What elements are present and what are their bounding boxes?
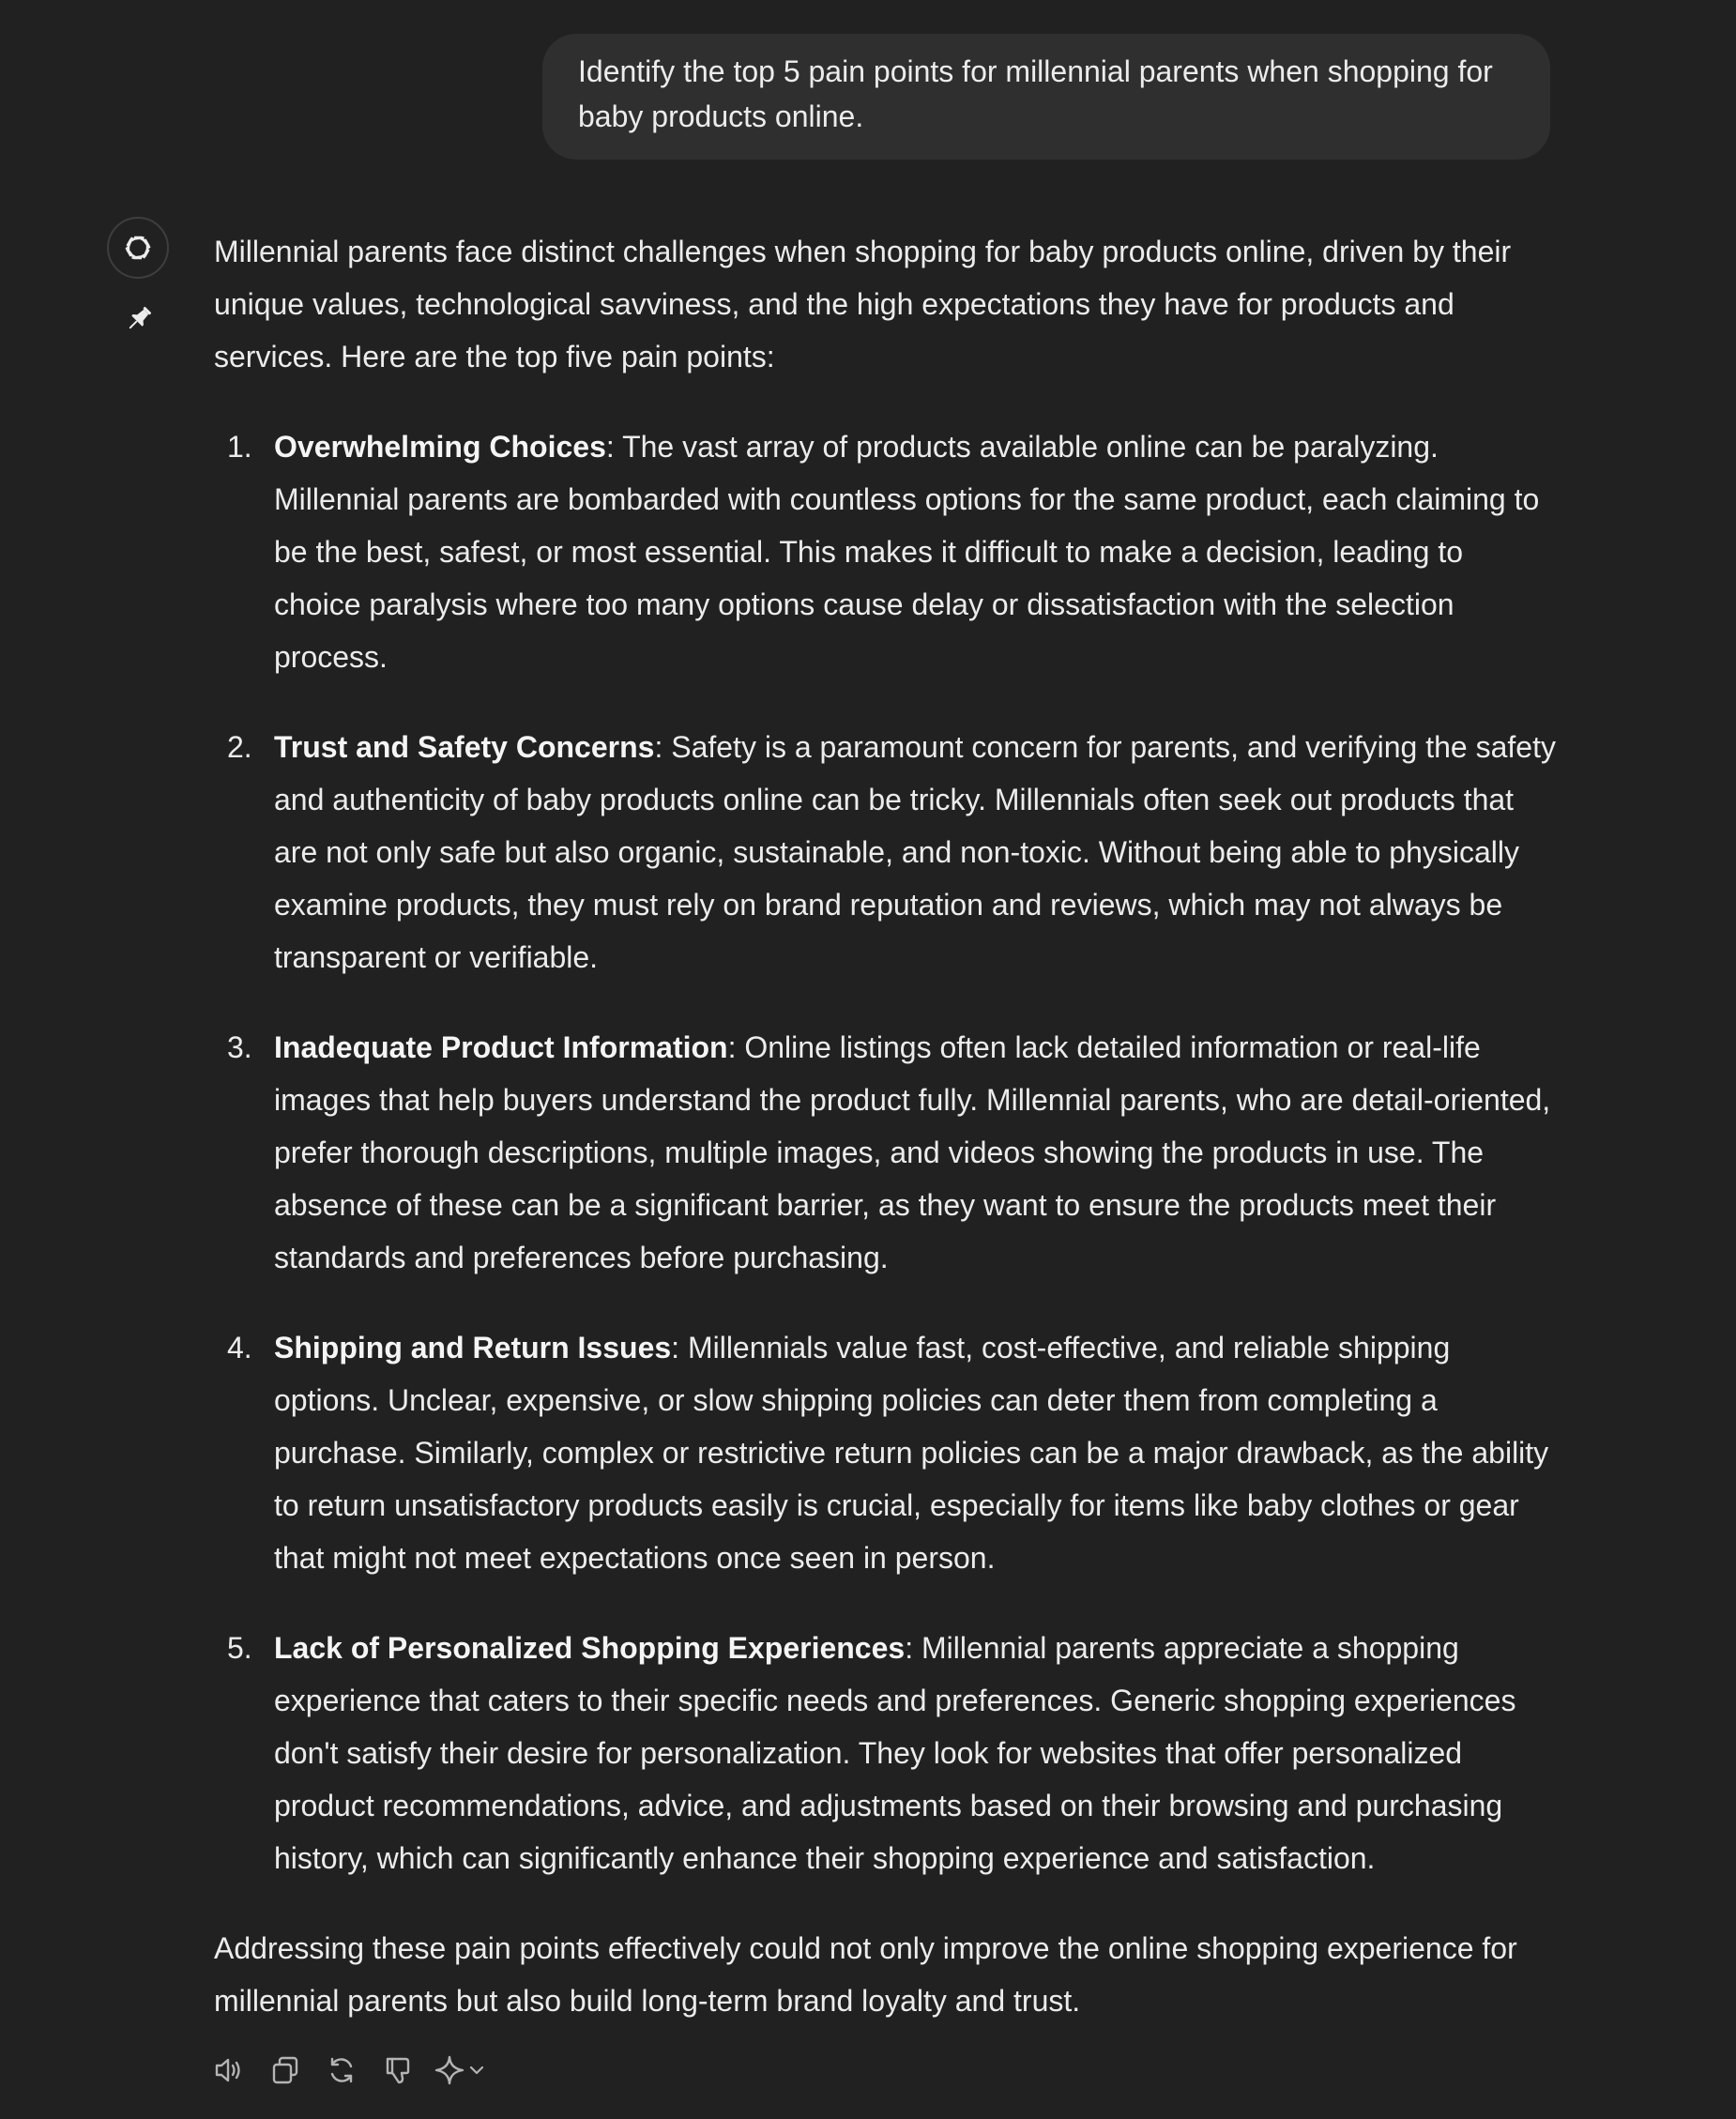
point-separator: : (727, 1030, 737, 1064)
list-item (214, 1021, 1556, 1284)
point-title: Trust and Safety Concerns (274, 730, 655, 764)
list-item (214, 1321, 1556, 1584)
point-body: Safety is a paramount concern for parents, and verifying the safety and authenticity of baby products online can be tricky. Millennials often seek out products that are not only safe but also organic, sustainable, and non-toxic. Without being able to physically examine products, they must rely on brand reputation and reviews, which may not always be transparent or verifiable. (274, 730, 1556, 974)
list-number: 3. (227, 1030, 252, 1064)
thumbs-down-icon (381, 2053, 415, 2087)
regenerate-icon (325, 2053, 358, 2087)
point-title: Lack of Personalized Shopping Experiences (274, 1631, 906, 1665)
point-title: Shipping and Return Issues (274, 1331, 672, 1364)
sparkle-icon (434, 2054, 465, 2086)
copy-button[interactable] (265, 2050, 306, 2091)
assistant-avatar (107, 217, 169, 279)
point-separator: : (605, 430, 615, 464)
list-number: 2. (227, 730, 252, 764)
read-aloud-button[interactable] (208, 2050, 250, 2091)
bad-response-button[interactable] (377, 2050, 419, 2091)
point-body: Online listings often lack detailed information or real-life images that help buyers understand the product fully. Millennial parents, who are detail-oriented, prefer thorough descriptions, multiple images, and videos showing the products in use. The absence of these can be a significant barrier, as they want to ensure the products meet their standards and preferences before purchasing. (274, 1030, 1551, 1274)
speaker-icon (212, 2053, 246, 2087)
change-model-button[interactable] (434, 2050, 495, 2091)
point-separator: : (905, 1631, 914, 1665)
chevron-down-icon (467, 2061, 486, 2080)
conclusion-paragraph: Addressing these pain points effectively could not only improve the online shopping experience for millennial parents but also build long-term brand loyalty and trust. (214, 1931, 1517, 2018)
list-item (214, 1622, 1556, 1884)
user-message-text: Identify the top 5 pain points for millennial parents when shopping for baby products online. (578, 54, 1493, 133)
pin-icon (122, 302, 156, 336)
point-title: Inadequate Product Information (274, 1030, 728, 1064)
point-separator: : (671, 1331, 680, 1364)
point-separator: : (654, 730, 663, 764)
list-number: 4. (227, 1331, 252, 1364)
list-number: 1. (227, 430, 252, 464)
list-item (214, 721, 1556, 983)
list-number: 5. (227, 1631, 252, 1665)
regenerate-button[interactable] (321, 2050, 362, 2091)
list-item (214, 420, 1556, 683)
assistant-message (214, 225, 1556, 2027)
point-body: Millennials value fast, cost-effective, and reliable shipping options. Unclear, expensive, or slow shipping policies can deter them from completing a purchase. Similarly, complex or restrictive return policies can be a major drawback, as the ability to return unsatisfactory products easily is crucial, especially for items like baby clothes or gear that might not meet expectations once seen in person. (274, 1331, 1549, 1575)
message-actions-toolbar (208, 2050, 495, 2091)
copy-icon (268, 2053, 302, 2087)
openai-logo-icon (119, 229, 157, 267)
point-title: Overwhelming Choices (274, 430, 606, 464)
pain-points-list (214, 420, 1556, 1884)
pin-button[interactable] (122, 302, 156, 336)
point-body: Millennial parents appreciate a shopping experience that caters to their specific needs and preferences. Generic shopping experiences don't satisfy their desire for personalization. They look for websites that offer personalized product recommendations, advice, and adjustments based on their browsing and purchasing history, which can significantly enhance their shopping experience and satisfaction. (274, 1631, 1516, 1875)
point-body: The vast array of products available online can be paralyzing. Millennial parents are bombarded with countless options for the same product, each claiming to be the best, safest, or most essential. This makes it difficult to make a decision, leading to choice paralysis where too many options cause delay or dissatisfaction with the selection process. (274, 430, 1540, 674)
intro-paragraph: Millennial parents face distinct challenges when shopping for baby products online, driven by their unique values, technological savviness, and the high expectations they have for products and services. Here are the top five pain points: (214, 235, 1512, 373)
user-message-bubble (542, 34, 1550, 160)
